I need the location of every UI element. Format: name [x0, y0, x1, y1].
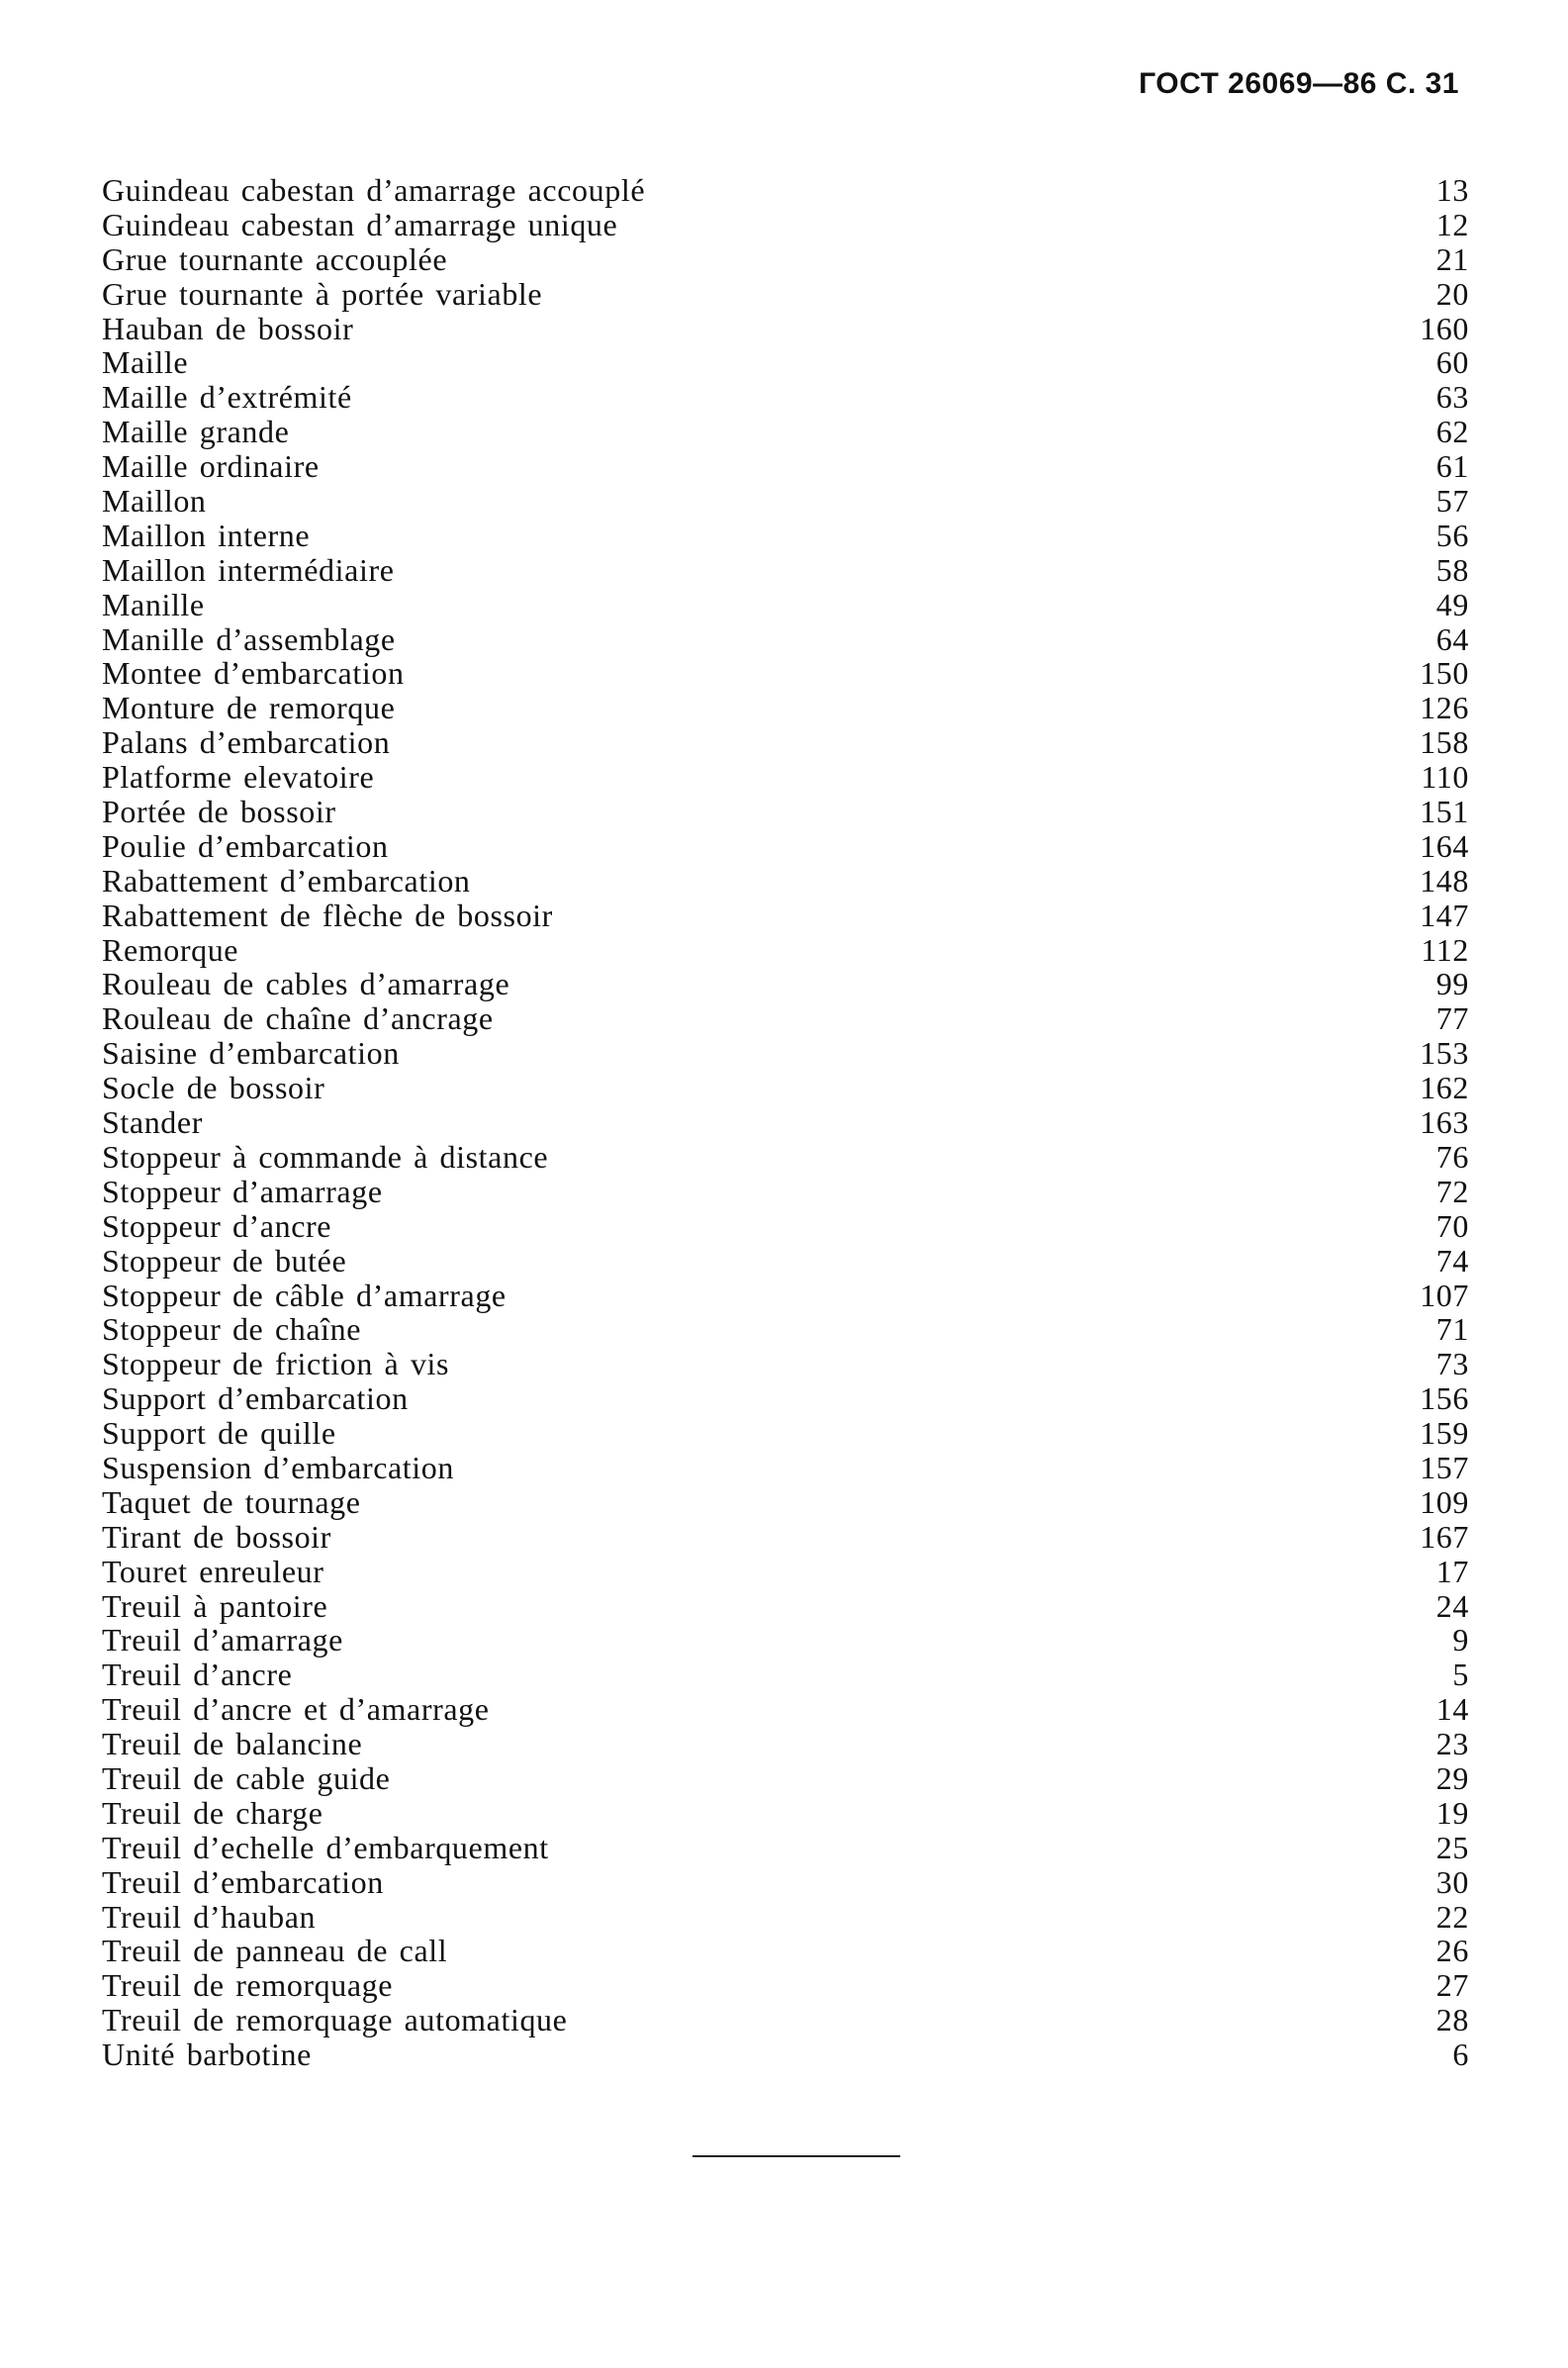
index-term: Taquet de tournage — [102, 1483, 361, 1520]
index-entry — [102, 1831, 1469, 1865]
index-term: Saisine d’embarcation — [102, 1035, 400, 1072]
index-term-number: 9 — [1452, 1622, 1469, 1658]
index-term: Treuil de remorquage automatique — [102, 2002, 568, 2038]
index-entry — [102, 1555, 1469, 1589]
index-term-number: 158 — [1420, 724, 1469, 761]
index-term: Manille d’assemblage — [102, 620, 396, 657]
index-term: Hauban de bossoir — [102, 310, 354, 346]
index-term-number: 163 — [1420, 1104, 1469, 1141]
index-term-number: 25 — [1435, 1829, 1469, 1865]
index-entry — [102, 345, 1469, 380]
index-term: Guindeau cabestan d’amarrage unique — [102, 206, 618, 242]
index-entry — [102, 1761, 1469, 1796]
index-term-number: 110 — [1421, 759, 1469, 796]
index-term-number: 22 — [1435, 1898, 1469, 1935]
page-header: ГОСТ 26069—86 С. 31 — [1139, 67, 1459, 100]
index-term: Maillon intermédiaire — [102, 551, 395, 588]
index-entry — [102, 1347, 1469, 1381]
index-term: Monture de remorque — [102, 690, 396, 726]
index-term: Suspension d’embarcation — [102, 1449, 454, 1485]
index-term-number: 17 — [1435, 1553, 1469, 1589]
index-entry — [102, 1416, 1469, 1451]
index-term: Support de quille — [102, 1415, 336, 1452]
index-term-number: 57 — [1435, 483, 1469, 520]
index-term: Touret enreuleur — [102, 1553, 324, 1589]
index-term: Grue tournante à portée variable — [102, 275, 543, 312]
index-entry — [102, 1071, 1469, 1105]
index-entry — [102, 519, 1469, 553]
index-term: Remorque — [102, 931, 239, 968]
index-entry — [102, 1934, 1469, 1968]
index-term: Treuil de remorquage — [102, 1967, 394, 2004]
index-entry — [102, 1001, 1469, 1036]
index-term-number: 71 — [1435, 1311, 1469, 1348]
index-term-number: 109 — [1420, 1483, 1469, 1520]
index-term: Maille — [102, 344, 189, 381]
index-term-number: 19 — [1435, 1794, 1469, 1831]
index-entry — [102, 1865, 1469, 1900]
index-term: Treuil de cable guide — [102, 1759, 391, 1796]
index-term: Manille — [102, 586, 205, 622]
index-term-number: 63 — [1435, 379, 1469, 416]
index-entry — [102, 933, 1469, 968]
index-term: Stoppeur à commande à distance — [102, 1138, 549, 1175]
index-term-number: 112 — [1421, 931, 1469, 968]
index-entry — [102, 1623, 1469, 1658]
index-term-number: 28 — [1435, 2002, 1469, 2038]
index-term-number: 148 — [1420, 862, 1469, 899]
index-entry — [102, 1140, 1469, 1175]
index-entry — [102, 760, 1469, 795]
index-term: Treuil d’embarcation — [102, 1863, 384, 1900]
index-entry — [102, 449, 1469, 484]
index-entry — [102, 1796, 1469, 1831]
index-term-number: 159 — [1420, 1415, 1469, 1452]
index-entry — [102, 1451, 1469, 1485]
index-term-number: 151 — [1420, 794, 1469, 830]
index-term: Treuil d’ancre — [102, 1657, 293, 1693]
index-term-number: 164 — [1420, 827, 1469, 864]
index-term-number: 150 — [1420, 655, 1469, 692]
index-entry — [102, 484, 1469, 519]
index-entry — [102, 864, 1469, 899]
index-term: Rabattement de flèche de bossoir — [102, 897, 553, 933]
index-term: Treuil à pantoire — [102, 1587, 328, 1624]
index-term: Poulie d’embarcation — [102, 827, 389, 864]
index-term-number: 49 — [1435, 586, 1469, 622]
index-entry — [102, 1968, 1469, 2003]
index-term: Guindeau cabestan d’amarrage accouplé — [102, 172, 646, 208]
index-term: Maillon interne — [102, 517, 311, 553]
index-term: Montee d’embarcation — [102, 655, 405, 692]
index-term-number: 14 — [1435, 1691, 1469, 1728]
index-term-number: 56 — [1435, 517, 1469, 553]
index-term: Treuil de charge — [102, 1794, 323, 1831]
index-entry — [102, 1209, 1469, 1244]
index-entry — [102, 1381, 1469, 1416]
index-term-number: 27 — [1435, 1967, 1469, 2004]
index-term-number: 21 — [1435, 240, 1469, 277]
index-term: Maillon — [102, 483, 207, 520]
index-entry — [102, 1727, 1469, 1761]
index-entry — [102, 691, 1469, 725]
index-term-number: 26 — [1435, 1933, 1469, 1969]
index-term-number: 160 — [1420, 310, 1469, 346]
index-term: Platforme elevatoire — [102, 759, 375, 796]
end-divider — [692, 2155, 900, 2157]
index-term-number: 62 — [1435, 414, 1469, 450]
index-term-number: 70 — [1435, 1207, 1469, 1244]
index-entry — [102, 1312, 1469, 1347]
index-entry — [102, 1589, 1469, 1624]
index-entry — [102, 242, 1469, 277]
index-term-number: 73 — [1435, 1346, 1469, 1382]
index-entry — [102, 277, 1469, 312]
index-term: Rouleau de cables d’amarrage — [102, 966, 510, 1002]
index-term-number: 72 — [1435, 1173, 1469, 1209]
index-term: Treuil d’ancre et d’amarrage — [102, 1691, 490, 1728]
index-term: Grue tournante accouplée — [102, 240, 448, 277]
index-entry — [102, 2003, 1469, 2037]
index-term: Stoppeur de friction à vis — [102, 1346, 450, 1382]
index-entry — [102, 795, 1469, 829]
index-term-number: 157 — [1420, 1449, 1469, 1485]
index-term: Stoppeur de butée — [102, 1242, 347, 1279]
index-term: Stoppeur d’ancre — [102, 1207, 332, 1244]
index-term-number: 6 — [1452, 2036, 1469, 2073]
index-entry — [102, 1036, 1469, 1071]
index-entry — [102, 1485, 1469, 1520]
index-entry — [102, 1175, 1469, 1209]
index-entry — [102, 656, 1469, 691]
index-term: Treuil d’amarrage — [102, 1622, 343, 1658]
index-term-number: 107 — [1420, 1277, 1469, 1313]
index-term-number: 12 — [1435, 206, 1469, 242]
index-entry — [102, 1658, 1469, 1692]
index-entry — [102, 553, 1469, 588]
index-term: Maille d’extrémité — [102, 379, 352, 416]
index-term-number: 76 — [1435, 1138, 1469, 1175]
index-term: Tirant de bossoir — [102, 1518, 331, 1555]
index-term-number: 13 — [1435, 172, 1469, 208]
index-entry — [102, 967, 1469, 1001]
index-term: Treuil de balancine — [102, 1726, 363, 1762]
index-term: Unité barbotine — [102, 2036, 312, 2073]
index-entry — [102, 588, 1469, 622]
index-entry — [102, 312, 1469, 346]
index-entry — [102, 1692, 1469, 1727]
index-entry — [102, 1900, 1469, 1935]
index-term: Portée de bossoir — [102, 794, 336, 830]
index-term-number: 24 — [1435, 1587, 1469, 1624]
index-term: Maille grande — [102, 414, 290, 450]
index-term-number: 99 — [1435, 966, 1469, 1002]
index-term: Stoppeur de chaîne — [102, 1311, 362, 1348]
index-term-number: 162 — [1420, 1070, 1469, 1106]
index-term-number: 153 — [1420, 1035, 1469, 1072]
index-term-number: 77 — [1435, 1000, 1469, 1037]
index-entry — [102, 829, 1469, 864]
index-term: Maille ordinaire — [102, 448, 320, 485]
index-term: Treuil de panneau de call — [102, 1933, 448, 1969]
index-entry — [102, 622, 1469, 657]
index-term: Treuil d’hauban — [102, 1898, 317, 1935]
index-entry — [102, 380, 1469, 415]
index-entry — [102, 1105, 1469, 1140]
index-term-number: 126 — [1420, 690, 1469, 726]
index-term-number: 29 — [1435, 1759, 1469, 1796]
index-term-number: 64 — [1435, 620, 1469, 657]
index-term-number: 61 — [1435, 448, 1469, 485]
index-term: Support d’embarcation — [102, 1380, 409, 1417]
index-entry — [102, 1244, 1469, 1279]
index-term-number: 30 — [1435, 1863, 1469, 1900]
index-term-number: 147 — [1420, 897, 1469, 933]
index-entry — [102, 2037, 1469, 2072]
index-entry — [102, 1279, 1469, 1313]
index-term: Treuil d’echelle d’embarquement — [102, 1829, 549, 1865]
index-entry — [102, 899, 1469, 933]
index-term-number: 60 — [1435, 344, 1469, 381]
index-term-number: 167 — [1420, 1518, 1469, 1555]
index-term-number: 58 — [1435, 551, 1469, 588]
index-term: Stander — [102, 1104, 203, 1141]
index-term: Rouleau de chaîne d’ancrage — [102, 1000, 494, 1037]
index-entry — [102, 415, 1469, 449]
index-term: Stoppeur d’amarrage — [102, 1173, 383, 1209]
index-term-number: 20 — [1435, 275, 1469, 312]
term-index-list — [102, 173, 1469, 2072]
index-entry — [102, 208, 1469, 242]
index-entry — [102, 1520, 1469, 1555]
index-term: Stoppeur de câble d’amarrage — [102, 1277, 507, 1313]
index-term-number: 74 — [1435, 1242, 1469, 1279]
index-term-number: 23 — [1435, 1726, 1469, 1762]
index-entry — [102, 173, 1469, 208]
index-term-number: 156 — [1420, 1380, 1469, 1417]
index-term: Rabattement d’embarcation — [102, 862, 471, 899]
index-term-number: 5 — [1452, 1657, 1469, 1693]
index-entry — [102, 725, 1469, 760]
index-term: Palans d’embarcation — [102, 724, 391, 761]
index-term: Socle de bossoir — [102, 1070, 325, 1106]
